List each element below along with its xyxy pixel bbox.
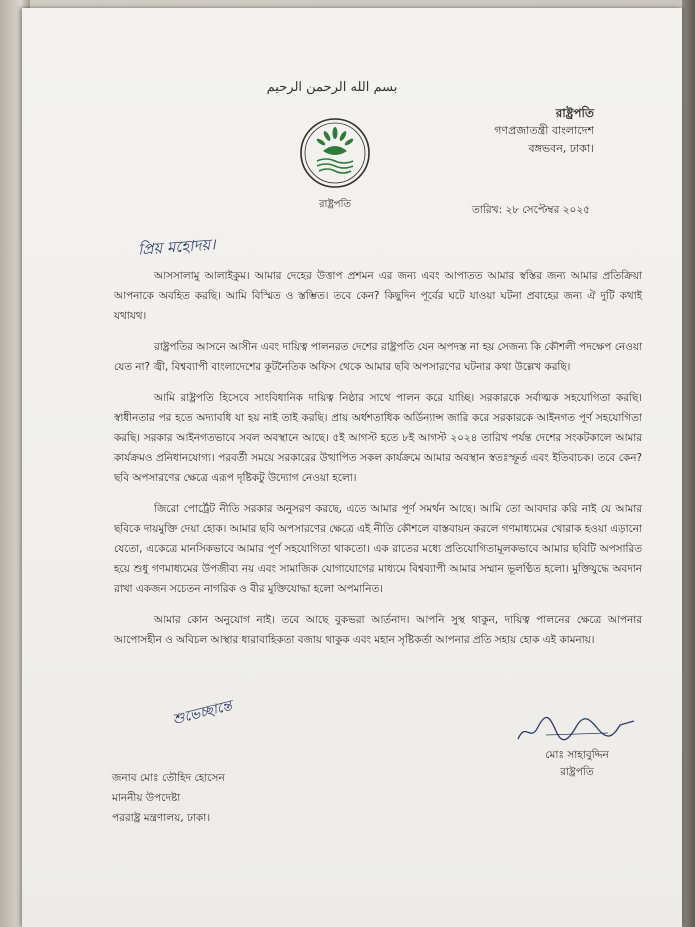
- handwritten-initials: শুভেচ্ছান্তে: [170, 697, 234, 729]
- paragraph-5: আমার কোন অনুযোগ নাই। তবে আছে বুকভরা আর্তনাদ। আপনি সুস্থ থাকুন, দায়িত্ব পালনের ক্ষেত্রে আপনার আপোসহীন ও অবিচল আস্থার ধারাবাহিকতা বজায় থাকুক এবং মহান সৃষ্টিকর্তা আপনার প্রতি সহায় হোক এই কামনায়।: [114, 614, 642, 646]
- paragraph-3: আমি রাষ্ট্রপতি হিসেবে সাংবিধানিক দায়িত্ব নিষ্ঠার সাথে পালন করে যাচ্ছি। সরকারকে সর্বাত্মক সহযোগিতা করছি। স্বাধীনতার পর হতে অদ্যাবধি যা হয় নাই তাই করছি। প্রায় অর্ধশতাধিক অর্ডিন্যান্স জারি করে সরকারকে আইনগত পূর্ণ সহযোগিতা করছি। সরকার আইনগতভাবে সবল অবস্থানে আছে। ৫ই আগস্ট হতে ৮ই আগস্ট ২০২৪ তারিখ পর্যন্ত দেশের সংকটকালে আমার কার্যক্রমও প্রনিধানযোগ্য। পরবর্তী সময়ে সরকারের উত্থাপিত সকল কার্যক্রমে আমার অবস্থান স্বতঃস্ফূর্ত এবং ইতিবাচক। তবে কেন? ছবি অপসারণের ক্ষেত্রে এরূপ দৃষ্টিকটু উদ্যোগ নেওয়া হলো।: [114, 392, 642, 484]
- office-address: বঙ্গভবন, ঢাকা।: [528, 142, 594, 155]
- letter-date: তারিখ: ২৮ সেপ্টেম্বর ২০২৫: [471, 204, 590, 216]
- signature-icon: [516, 713, 636, 745]
- salutation: প্রিয় মহোদয়।: [137, 235, 217, 259]
- paragraph-4: জিরো পোর্ট্রেট নীতি সরকার অনুসরণ করছে, এতে আমার পূর্ণ সমর্থন আছে। আমি তো আবদার করি নাই যে আমার ছবিকে দায়মুক্তি দেয়া হোক। আমার ছবি অপসারণের ক্ষেত্রে এই নীতি কৌশলে বাস্তবায়ন করলে গণমাধ্যমের খোরাক হওয়া এড়ানো যেতো, একেত্রে মানসিকভাবে আমার পূর্ণ সহযোগিতা থাকতো। এক রাতের মধ্যে প্রতিযোগিতামূলকভাবে আমার ছবিটি অপসারিত হয়ে শুধু গণমাধ্যমের উপজীব্য নয় এবং সামাজিক যোগাযোগের মাধ্যমে বিশ্বব্যাপী আমার সম্মান ভূলণ্ঠিত হলো। মুক্তিযুদ্ধে অবদান রাখা একজন সচেতন নাগরিক ও বীর মুক্তিযোদ্ধা হলো অপমানিত।: [114, 503, 642, 595]
- letter-sheet: [22, 8, 682, 927]
- office-title: রাষ্ট্রপতি: [555, 106, 594, 120]
- letter-body: [114, 266, 642, 661]
- letterhead-address: [494, 104, 594, 158]
- background-edge: [682, 0, 695, 927]
- addressee-office: পররাষ্ট্র মন্ত্রণালয়, ঢাকা।: [112, 812, 211, 824]
- paragraph-1: আসসালামু আলাইকুম। আমার দেহের উত্তাপ প্রশমন এর জন্য এবং আপাতত আমার স্বস্তির জন্য আমার প্রতিক্রিয়া আপনাকে অবহিত করছি। আমি বিস্মিত ও স্তম্ভিত। তবে কেন? কিছুদিন পূর্বের ঘটে যাওয়া ঘটনা প্রবাহের জন্য ঐ দুটি কথাই যথাযথ।: [114, 270, 642, 322]
- bismillah-text: بسم الله الرحمن الرحيم: [266, 80, 398, 95]
- country-name: গণপ্রজাতন্ত্রী বাংলাদেশ: [494, 124, 594, 137]
- paragraph-2: রাষ্ট্রপতির আসনে আসীন এবং দায়িত্ব পালনরত দেশের রাষ্ট্রপতি যেন অপদস্ত না হয় সেজন্য কি কৌশলী পদক্ষেপ নেওয়া যেত না? জ্বী, বিশ্বব্যাপী বাংলাদেশের কূটনৈতিক অফিস থেকে আমার ছবি অপসারণের ঘটনার কথা উল্লেখ করছি।: [114, 341, 642, 373]
- presidential-emblem: [297, 115, 373, 210]
- addressee-block: [112, 768, 225, 828]
- addressee-name: জনাব মোঃ তৌহিদ হোসেন: [112, 772, 225, 784]
- addressee-title: মাননীয় উপদেষ্টা: [112, 792, 181, 804]
- signer-block: [522, 747, 632, 781]
- emblem-icon: [297, 115, 373, 207]
- emblem-label: রাষ্ট্রপতি: [319, 199, 351, 210]
- signer-designation: রাষ্ট্রপতি: [560, 766, 594, 778]
- signer-name: মোঃ সাহাবুদ্দিন: [545, 749, 609, 761]
